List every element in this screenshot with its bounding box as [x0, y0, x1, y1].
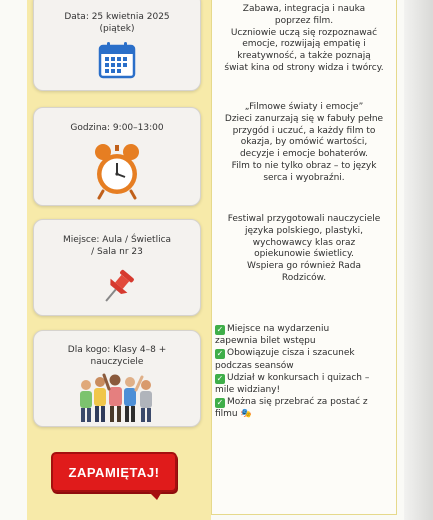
organizers-line: Rodziców.	[281, 272, 327, 283]
remember-button[interactable]: ZAPAMIĘTAJ!	[51, 452, 177, 492]
page-edge-shadow	[404, 0, 433, 520]
intro-line: Uczniowie uczą się rozpoznawać	[230, 27, 378, 38]
organizers-line: Wspiera go również Rada	[247, 261, 361, 272]
time-label: Godzina: 9:00–13:00	[70, 123, 164, 133]
theme-line: decyzje i emocje bohaterów.	[239, 149, 369, 160]
theme-paragraph	[213, 102, 395, 185]
list-item: ✓ Miejsce na wydarzeniu	[216, 324, 330, 334]
place-label: Miejsce: Aula / Świetlica / Sala nr 23	[62, 235, 172, 257]
organizers-paragraph	[213, 214, 395, 285]
place-card	[33, 219, 201, 316]
intro-line: emocje, rozwijają empatię i	[242, 39, 366, 50]
intro-line: poprzez film.	[274, 15, 334, 26]
remember-button-tail	[147, 490, 163, 500]
theme-line: Film to nie tylko obraz – to język	[231, 160, 377, 171]
theme-line: „Filmowe światy i emocje”	[244, 102, 364, 112]
check-icon: ✓	[216, 325, 224, 334]
time-card	[33, 107, 201, 206]
date-label: Data: 25 kwietnia 2025 (piątek)	[64, 12, 170, 34]
pushpin-icon	[34, 268, 200, 308]
list-item-continued: zapewnia bilet wstępu	[215, 336, 316, 347]
list-item-continued: podczas seansów	[215, 360, 294, 371]
intro-line: Zabawa, integracja i nauka	[242, 4, 366, 14]
organizers-line: języka polskiego, plastyki,	[245, 225, 363, 236]
intro-line: świat kina od strony widza i twórcy.	[224, 62, 384, 73]
rules-list	[215, 323, 395, 421]
theme-line: przygód i uczuć, a każdy film to	[232, 125, 376, 136]
check-icon: ✓	[216, 349, 224, 359]
organizers-line: Festiwal przygotowali nauczyciele	[227, 214, 381, 224]
theme-line: Dzieci zanurzają się w fabuły pełne	[224, 113, 384, 124]
organizers-line: wychowawcy klas oraz	[252, 237, 356, 248]
alarm-clock-icon	[34, 142, 200, 200]
theme-line: okazja, by omówić wartości,	[240, 137, 368, 148]
intro-paragraph	[213, 4, 395, 75]
check-icon: ✓	[216, 373, 224, 383]
list-item: ✓ Można się przebrać za postać z	[216, 397, 368, 408]
theme-line: serca i wyobraźni.	[263, 172, 345, 183]
calendar-icon	[34, 41, 200, 79]
list-item-continued: filmu 🎭	[215, 409, 252, 420]
organizers-line: opiekunowie świetlicy.	[254, 249, 354, 260]
intro-line: kreatywność, a także poznają	[237, 51, 371, 62]
people-group-icon	[34, 371, 200, 423]
list-item-continued: mile widziany!	[215, 385, 281, 396]
check-icon: ✓	[216, 398, 224, 408]
date-card	[33, 0, 201, 91]
list-item: ✓ Udział w konkursach i quizach –	[216, 372, 370, 383]
list-item: ✓ Obowiązuje cisza i szacunek	[216, 348, 355, 359]
audience-label: Dla kogo: Klasy 4–8 + nauczyciele	[67, 345, 167, 367]
audience-card	[33, 330, 201, 427]
